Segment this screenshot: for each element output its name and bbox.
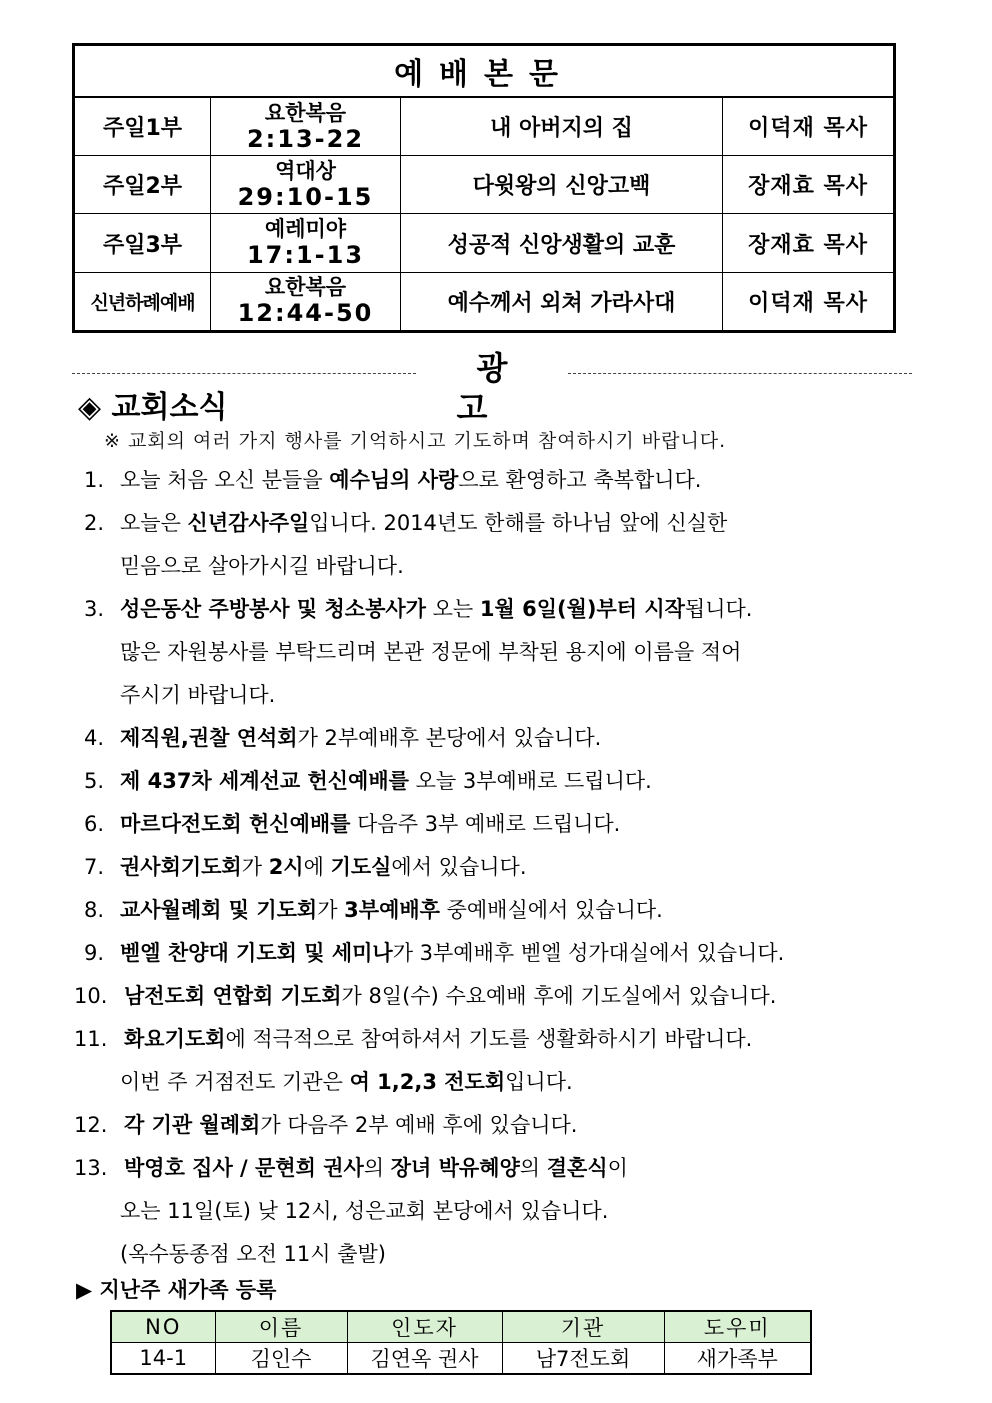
news-item-line (84, 594, 752, 624)
news-item-number: 2. (84, 511, 105, 535)
news-item-line (120, 680, 275, 710)
divider-left (72, 373, 416, 374)
service-name: 주일1부 (74, 97, 211, 156)
news-item-line (74, 981, 776, 1011)
news-item-number: 9. (84, 941, 105, 965)
scripture (211, 156, 401, 214)
scripture-ref: 17:1-13 (246, 241, 365, 270)
news-item-text: 가 다음주 2부 예배 후에 있습니다. (260, 1113, 578, 1137)
news-item-line (84, 766, 652, 796)
news-item-line (84, 809, 620, 839)
news-item-text: 가 8일(수) 수요예배 후에 기도실에서 있습니다. (341, 984, 777, 1008)
news-item-number: 4. (84, 726, 105, 750)
news-item-bold-text: 기도실 (330, 855, 392, 879)
sermon-title: 다윗왕의 신앙고백 (401, 156, 723, 214)
column-header: 이름 (215, 1311, 347, 1343)
news-item-bold-text: 예수님의 사랑 (329, 468, 459, 492)
news-item-line (84, 508, 727, 538)
news-item-bold-text: 교사월례회 및 기도회 (120, 898, 318, 922)
news-item-number: 7. (84, 855, 105, 879)
column-header: NO (111, 1311, 215, 1343)
news-item-text: 다음주 3부 예배로 드립니다. (350, 812, 621, 836)
news-item-text: 주시기 바랍니다. (120, 683, 276, 707)
news-note: ※ 교회의 여러 가지 행사를 기억하시고 기도하며 참여하시기 바랍니다. (104, 430, 727, 452)
news-item-bold-text: 성은동산 주방봉사 및 청소봉사가 (120, 597, 426, 621)
news-item-number: 11. (74, 1027, 108, 1051)
news-item-text: 가 (241, 855, 269, 879)
table-cell: 남7전도회 (502, 1343, 664, 1375)
news-item-text: 오늘 3부예배로 드립니다. (408, 769, 652, 793)
news-item-number: 8. (84, 898, 105, 922)
scripture (211, 97, 401, 156)
news-item-bold-text: 화요기도회 (124, 1027, 226, 1051)
news-item-bold-text: 각 기관 월례회 (124, 1113, 261, 1137)
sermon-title: 내 아버지의 집 (401, 97, 723, 156)
news-item-text: 많은 자원봉사를 부탁드리며 본관 정문에 부착된 용지에 이름을 적어 (120, 640, 742, 664)
news-item-line (74, 1110, 577, 1140)
preacher: 장재효 목사 (723, 156, 895, 214)
news-item-bold-text: 박영호 집사 / 문현희 권사 (124, 1156, 364, 1180)
table-header-row (111, 1311, 811, 1343)
news-item-number: 5. (84, 769, 105, 793)
scripture-ref: 12:44-50 (237, 299, 374, 328)
news-item-line (120, 637, 741, 667)
news-item-number: 10. (74, 984, 108, 1008)
new-family-table (110, 1310, 812, 1375)
news-item-text: (옥수동종점 오전 11시 출발) (120, 1242, 386, 1266)
scripture-ref: 2:13-22 (246, 124, 365, 153)
news-item-text: 중예배실에서 있습니다. (439, 898, 663, 922)
worship-row (74, 97, 895, 156)
scripture-book: 요한복음 (264, 100, 347, 125)
news-item-bold-text: 마르다전도회 헌신예배를 (120, 812, 351, 836)
news-item-number: 13. (74, 1156, 108, 1180)
news-heading-text: 교회소식 (111, 390, 228, 425)
news-item-bold-text: 3부예배후 (344, 898, 440, 922)
diamond-icon: ◈ (78, 390, 102, 425)
news-item-line (84, 852, 527, 882)
new-family-heading: ▶ 지난주 새가족 등록 (76, 1278, 277, 1302)
news-item-bold-text: 권사회기도회 (120, 855, 242, 879)
table-row (111, 1343, 811, 1375)
news-item-text: 의 (363, 1156, 391, 1180)
news-item-text: 오늘은 (120, 511, 188, 535)
column-header: 기관 (502, 1311, 664, 1343)
news-item-text: 됩니다. (684, 597, 753, 621)
worship-row (74, 156, 895, 214)
news-item-text: 가 (317, 898, 345, 922)
column-header: 도우미 (664, 1311, 811, 1343)
divider-right (568, 373, 912, 374)
news-item-bold-text: 벧엘 찬양대 기도회 및 세미나 (120, 941, 393, 965)
news-item-line (120, 1196, 608, 1226)
preacher: 이덕재 목사 (723, 97, 895, 156)
news-item-text: 믿음으로 살아가시길 바랍니다. (120, 554, 404, 578)
scripture-book: 요한복음 (264, 275, 347, 300)
preacher: 이덕재 목사 (723, 272, 895, 331)
news-item-text: 오는 (425, 597, 480, 621)
scripture-ref: 29:10-15 (237, 182, 374, 211)
news-item-bold-text: 장녀 박유혜양 (390, 1156, 520, 1180)
news-item-text: 입니다. 2014년도 한해를 하나님 앞에 신실한 (309, 511, 728, 535)
service-name: 주일3부 (74, 214, 211, 272)
news-item-number: 6. (84, 812, 105, 836)
sermon-title: 성공적 신앙생활의 교훈 (401, 214, 723, 272)
news-item-text: 오늘 처음 오신 분들을 (120, 468, 330, 492)
news-item-bold-text: 2시 (268, 855, 304, 879)
worship-table (72, 43, 896, 333)
sermon-title: 예수께서 외쳐 가라사대 (401, 272, 723, 331)
news-item-text: 의 (519, 1156, 547, 1180)
scripture (211, 272, 401, 331)
table-cell: 김인수 (215, 1343, 347, 1375)
news-item-text: 입니다. (505, 1070, 573, 1094)
ad-heading: 광고 (456, 349, 548, 427)
news-item-line (120, 1067, 573, 1097)
worship-title: 예배본문 (74, 45, 895, 98)
service-name: 신년하례예배 (74, 272, 211, 331)
news-item-bold-text: 제 437차 세계선교 헌신예배를 (120, 769, 409, 793)
worship-row (74, 272, 895, 331)
news-item-text: 이번 주 거점전도 기관은 (120, 1070, 350, 1094)
table-cell: 14-1 (111, 1343, 215, 1375)
news-item-bold-text: 신년감사주일 (187, 511, 310, 535)
table-cell: 김연옥 권사 (347, 1343, 502, 1375)
table-cell: 새가족부 (664, 1343, 811, 1375)
news-item-bold-text: 결혼식 (546, 1156, 608, 1180)
news-item-line (74, 1024, 752, 1054)
news-item-bold-text: 1월 6일(월)부터 시작 (479, 597, 685, 621)
news-item-number: 3. (84, 597, 105, 621)
news-item-text: 에서 있습니다. (391, 855, 527, 879)
news-item-bold-text: 제직원,권찰 연석회 (120, 726, 298, 750)
worship-row (74, 214, 895, 272)
news-item-text: 으로 환영하고 축복합니다. (458, 468, 702, 492)
service-name: 주일2부 (74, 156, 211, 214)
news-item-line (120, 551, 404, 581)
news-item-text: 에 (303, 855, 331, 879)
news-item-text: 오는 11일(토) 낮 12시, 성은교회 본당에서 있습니다. (120, 1199, 609, 1223)
news-item-text: 가 3부예배후 벧엘 성가대실에서 있습니다. (392, 941, 785, 965)
news-item-text: 이 (607, 1156, 628, 1180)
preacher: 장재효 목사 (723, 214, 895, 272)
news-item-line (84, 938, 784, 968)
news-item-line (74, 1153, 628, 1183)
news-item-bold-text: 여 1,2,3 전도회 (349, 1070, 506, 1094)
scripture (211, 214, 401, 272)
column-header: 인도자 (347, 1311, 502, 1343)
news-item-line (84, 723, 601, 753)
news-item-bold-text: 남전도회 연합회 기도회 (124, 984, 342, 1008)
scripture-book: 예레미야 (264, 217, 347, 242)
news-heading (78, 388, 227, 428)
news-item-number: 1. (84, 468, 105, 492)
news-item-number: 12. (74, 1113, 108, 1137)
scripture-book: 역대상 (275, 158, 336, 183)
news-item-text: 가 2부예배후 본당에서 있습니다. (297, 726, 602, 750)
news-item-line (84, 895, 663, 925)
news-item-line (84, 465, 701, 495)
news-item-line (120, 1239, 386, 1269)
news-item-text: 에 적극적으로 참여하셔서 기도를 생활화하시기 바랍니다. (225, 1027, 753, 1051)
